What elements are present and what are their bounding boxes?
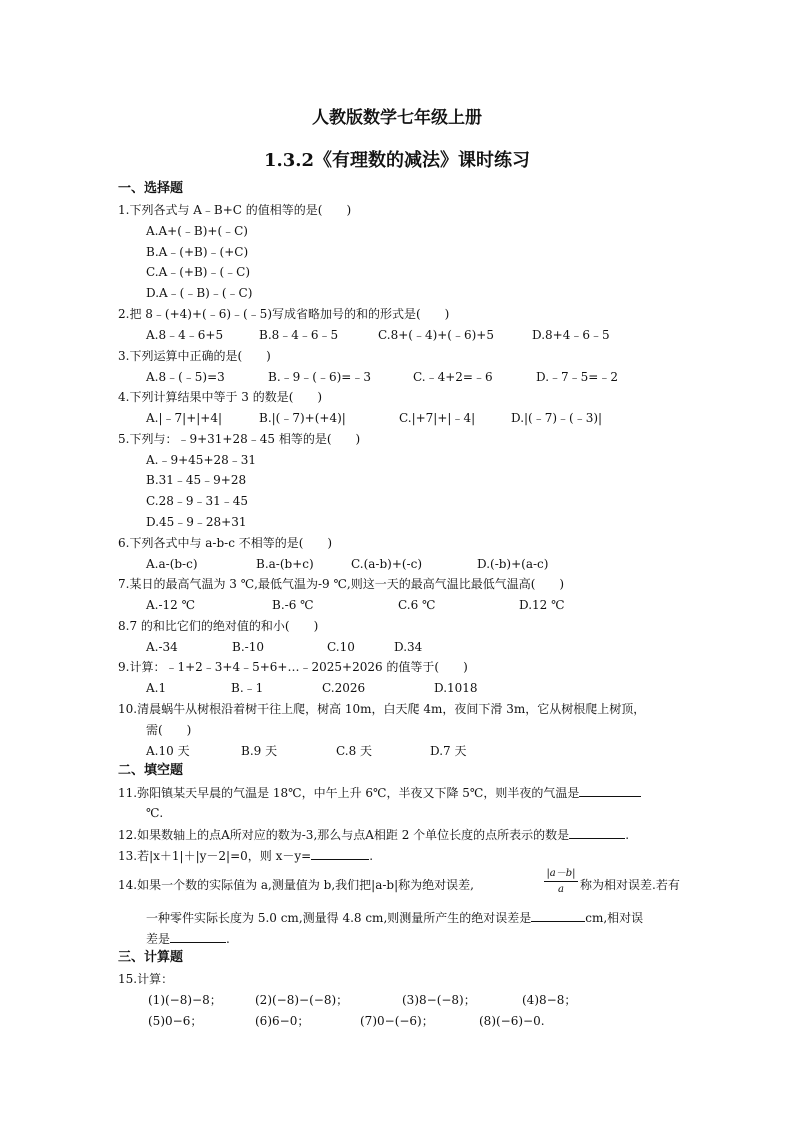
question-12: 12.如果数轴上的点A所对应的数为-3,那么与点A相距 2 个单位长度的点所表示的数是 .: [118, 828, 630, 842]
question-13: 13.若|x＋1|＋|y－2|=0，则 x－y= .: [118, 849, 374, 863]
calc-item-1: (1)(−8)−8；: [148, 993, 222, 1007]
q2-option-c: C.8+(﹣4)+(﹣6)+5: [378, 328, 494, 342]
q7-option-d: D.12 ℃: [519, 598, 565, 612]
q6-option-c: C.(a-b)+(-c): [351, 557, 423, 571]
q4-option-b: B.|(﹣7)+(+4)|: [259, 411, 346, 425]
answer-blank[interactable]: [170, 930, 226, 943]
q3-option-a: A.8﹣(﹣5)=3: [146, 370, 225, 384]
section-fill: 二、填空题: [118, 763, 184, 778]
q7-option-c: C.6 ℃: [398, 598, 436, 612]
question-15: 15.计算：: [118, 972, 174, 986]
question-14: 14.如果一个数的实际值为 a,测量值为 b,我们把|a-b|称为绝对误差,: [118, 878, 474, 892]
q3-option-b: B.﹣9﹣(﹣6)=﹣3: [268, 370, 371, 384]
question-14-after: 称为相对误差.若有: [580, 878, 680, 892]
q8-option-c: C.10: [327, 640, 355, 654]
q1-option-a: A.A+(﹣B)+(﹣C): [146, 224, 248, 238]
answer-blank[interactable]: [311, 847, 369, 860]
calc-item-6: (6)6−0；: [255, 1014, 310, 1028]
q10-option-c: C.8 天: [336, 744, 373, 758]
question-11-cont: ℃.: [146, 806, 164, 820]
q3-option-d: D.﹣7﹣5=﹣2: [536, 370, 618, 384]
q4-option-d: D.|(﹣7)﹣(﹣3)|: [511, 411, 603, 425]
section-choice: 一、选择题: [118, 181, 184, 196]
q7-option-a: A.-12 ℃: [146, 598, 196, 612]
question-3: 3.下列运算中正确的是( ): [118, 349, 271, 363]
q6-option-d: D.(-b)+(a-c): [477, 557, 549, 571]
answer-blank[interactable]: [569, 826, 625, 839]
q6-option-a: A.a-(b-c): [146, 557, 198, 571]
q10-option-a: A.10 天: [146, 744, 190, 758]
page-title: 人教版数学七年级上册: [312, 108, 482, 128]
relative-error-fraction: [544, 868, 578, 896]
question-6: 6.下列各式中与 a-b-c 不相等的是( ): [118, 536, 333, 550]
q1-option-c: C.A﹣(+B)﹣(﹣C): [146, 265, 251, 279]
answer-blank[interactable]: [579, 784, 641, 797]
q9-option-b: B.﹣1: [231, 681, 264, 695]
calc-item-8: (8)(−6)−0.: [479, 1014, 545, 1028]
question-10: 10.清晨蜗牛从树根沿着树干往上爬，树高 10m，白天爬 4m，夜间下滑 3m，它从树根爬上树顶，: [118, 702, 646, 716]
question-8: 8.7 的和比它们的绝对值的和小( ): [118, 619, 319, 633]
q1-option-d: D.A﹣(﹣B)﹣(﹣C): [146, 286, 253, 300]
fraction-numerator: |a－b|: [544, 868, 578, 882]
q8-option-b: B.-10: [232, 640, 264, 654]
section-calc: 三、计算题: [118, 950, 184, 965]
page-subtitle: 1.3.2《有理数的减法》课时练习: [263, 150, 531, 171]
q10-option-b: B.9 天: [241, 744, 278, 758]
q4-option-c: C.|+7|+|﹣4|: [399, 411, 476, 425]
question-14-line2: 一种零件实际长度为 5.0 cm,测量得 4.8 cm,则测量所产生的绝对误差是 cm,相对误: [146, 911, 644, 925]
q9-option-a: A.1: [146, 681, 167, 695]
question-11: 11.弥阳镇某天早晨的气温是 18℃，中午上升 6℃，半夜又下降 5℃，则半夜的气温是: [118, 784, 641, 801]
q3-option-c: C.﹣4+2=﹣6: [413, 370, 493, 384]
q8-option-a: A.-34: [146, 640, 178, 654]
calc-item-4: (4)8−8；: [522, 993, 577, 1007]
q5-option-b: B.31﹣45﹣9+28: [146, 473, 247, 487]
q8-option-d: D.34: [394, 640, 423, 654]
q2-option-a: A.8﹣4﹣6+5: [146, 328, 224, 342]
calc-item-7: (7)0−(−6)；: [360, 1014, 434, 1028]
calc-item-3: (3)8−(−8)；: [402, 993, 476, 1007]
q7-option-b: B.-6 ℃: [272, 598, 314, 612]
question-9: 9.计算：﹣1+2﹣3+4﹣5+6+…﹣2025+2026 的值等于( ): [118, 660, 468, 674]
question-1: 1.下列各式与 A﹣B+C 的值相等的是( ): [118, 203, 352, 217]
question-10-cont: 需( ): [146, 723, 192, 737]
q5-option-c: C.28﹣9﹣31﹣45: [146, 494, 249, 508]
q5-option-d: D.45﹣9﹣28+31: [146, 515, 247, 529]
q9-option-d: D.1018: [434, 681, 478, 695]
question-5: 5.下列与：﹣9+31+28﹣45 相等的是( ): [118, 432, 361, 446]
answer-blank[interactable]: [531, 909, 585, 922]
question-7: 7.某日的最高气温为 3 ℃,最低气温为-9 ℃,则这一天的最高气温比最低气温高( ): [118, 577, 565, 591]
question-2: 2.把 8﹣(+4)+(﹣6)﹣(﹣5)写成省略加号的和的形式是( ): [118, 307, 450, 321]
q9-option-c: C.2026: [322, 681, 366, 695]
q1-option-b: B.A﹣(+B)﹣(+C): [146, 245, 249, 259]
q2-option-b: B.8﹣4﹣6﹣5: [259, 328, 339, 342]
q5-option-a: A.﹣9+45+28﹣31: [146, 453, 257, 467]
calc-item-5: (5)0−6；: [148, 1014, 203, 1028]
q4-option-a: A.|﹣7|+|+4|: [146, 411, 223, 425]
fraction-denominator: a: [558, 884, 564, 895]
q6-option-b: B.a-(b+c): [256, 557, 314, 571]
question-4: 4.下列计算结果中等于 3 的数是( ): [118, 390, 323, 404]
q10-option-d: D.7 天: [430, 744, 467, 758]
q2-option-d: D.8+4﹣6﹣5: [532, 328, 610, 342]
calc-item-2: (2)(−8)−(−8)；: [255, 993, 349, 1007]
question-14-line3: 差是 .: [146, 932, 230, 946]
